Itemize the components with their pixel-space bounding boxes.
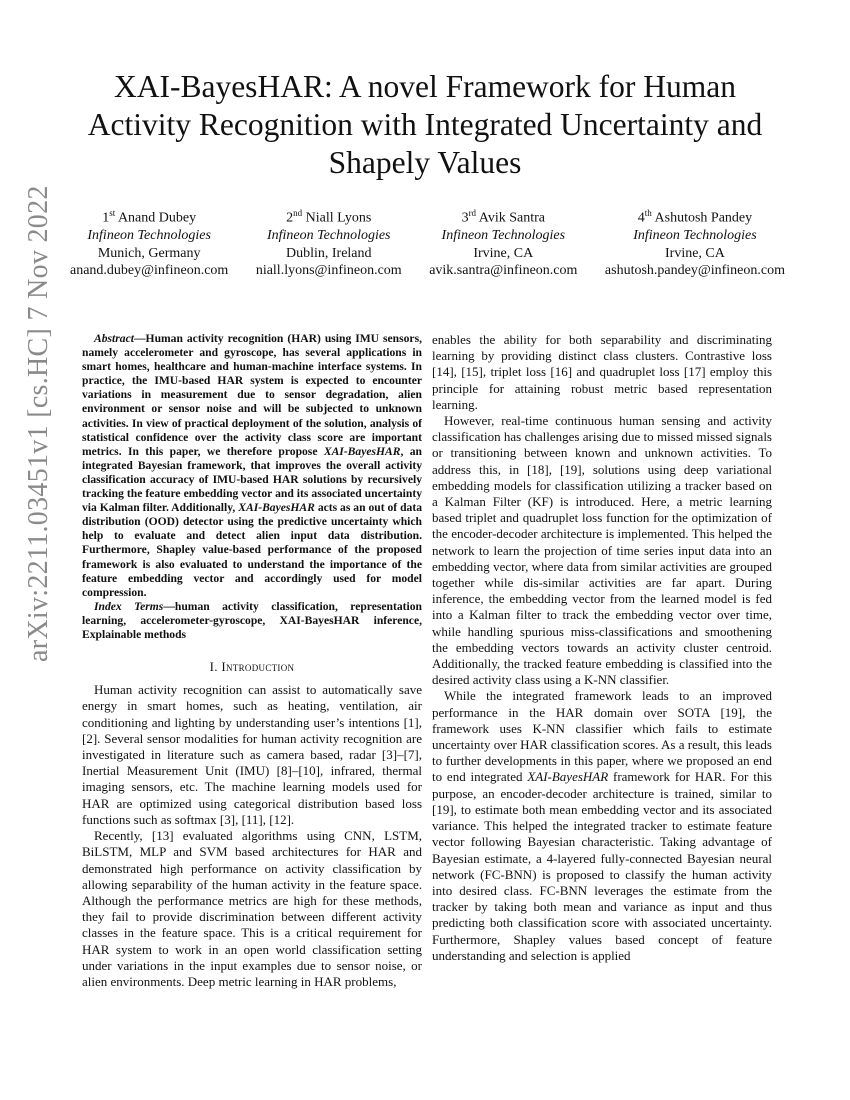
abstract: Abstract—Human activity recognition (HAR) using IMU sensors, namely accelerometer and gyroscope, has several applications in smart homes, healthcare and human-machine interface systems. In practice, the IMU-based HAR system is expected to encounter variations in measurement due to sensor degradation, alien environment or sensor noise and will be subjected to unknown activities. In view of practical deployment of the solution, analysis of statistical confidence over the activity class score are important metrics. In this paper, we therefore propose XAI-BayesHAR, an integrated Bayesian framework, that improves the overall activity classification accuracy of IMU-based HAR solutions by recursively tracking the feature embedding vector and its associated uncertainty via Kalman filter. Additionally, XAI-BayesHAR acts as an out of data distribution (OOD) detector using the predictive uncertainty which help to evaluate and detect alien input data distribution. Furthermore, Shapley value-based performance of the proposed framework is also evaluated to understand the importance of the feature embedding vector and accordingly used for model compression. bbox=[82, 332, 423, 599]
author-email: niall.lyons@infineon.com bbox=[255, 263, 402, 279]
arxiv-id-text: arXiv:2211.03451v1 [cs.HC] 7 Nov 2022 bbox=[23, 185, 54, 662]
body-paragraph: Human activity recognition can assist to automatically save energy in smart homes, such as heating, ventilation, air conditioning and lighting by understanding user’s intentions [1], [2]. Several sensor modalities for human activity recognition are investigated in literature such as camera based, radar [3]–[7], Inertial Measurement Unit (IMU) [8]–[10], infrared, thermal imaging sensors, etc. The machine learning models used for HAR are optimized using categorical distribution based loss functions such as softmax [3], [11], [12]. bbox=[82, 682, 422, 827]
body-paragraph bbox=[432, 688, 772, 963]
body-paragraph: enables the ability for both separability and discriminating learning by providing distinct class clusters. Contrastive loss [14], [15], triplet loss [16] and quadruplet loss [17] employ this principle for attaining robust metric based representation learning. bbox=[432, 332, 772, 412]
author-affiliation: Infineon Technologies bbox=[633, 228, 757, 244]
author-affiliation: Infineon Technologies bbox=[266, 228, 391, 244]
author-ordinal: 2 bbox=[286, 210, 294, 226]
author-ordinal: 3 bbox=[461, 210, 469, 226]
framework-name: XAI-BayesHAR bbox=[323, 444, 401, 458]
author-block bbox=[70, 205, 228, 280]
author-email: anand.dubey@infineon.com bbox=[70, 263, 229, 279]
right-column bbox=[432, 332, 772, 964]
index-terms-label: Index Terms bbox=[94, 599, 164, 613]
author-email: avik.santra@infineon.com bbox=[429, 263, 578, 279]
framework-name: XAI-BayesHAR bbox=[527, 769, 609, 785]
abstract-text: Human activity recognition (HAR) using IMU sensors, namely accelerometer and gyroscope, has several applications in smart homes, healthcare and human-machine interface systems. In practice, the IMU-based HAR system is expected to encounter variations in measurement due to sensor degradation, alien environment or sensor noise and will be subjected to unknown activities. In view of practical deployment of the solution, analysis of statistical confidence over the activity class score are important metrics. In this paper, we therefore propose bbox=[82, 332, 422, 458]
body-paragraph: However, real-time continuous human sensing and activity classification has challenges arising due to missed missed signals or transitioning between known and unknown activities. To address this, in [18], [19], solutions using deep variational embedding models for classification utilizing a tracker based on a Kalman Filter (KF) is introduced. Here, a metric learning based triplet and quadruplet loss function for the optimization of the encoder-decoder architecture is implemented. This helped the network to learn the projection of time series input data into an embedding vector, where data from similar activities are grouped together while dis-similar activities are far apart. During inference, the embedding vector from the learned model is fed into a Kalman filter to track the embedding vector over time, while handling spurious miss-classifications and smoothening the embedding vectors towards an activity cluster centroid. Additionally, the tracked feature embedding is classified into the desired activity class using a K-NN classifier. bbox=[432, 413, 772, 688]
index-terms-text: human activity classification, representation learning, accelerometer-gyroscope, XAI-BayesHAR inference, Explainable methods bbox=[82, 599, 422, 641]
framework-name: XAI-BayesHAR bbox=[238, 501, 315, 515]
author-ordinal-suffix: rd bbox=[468, 208, 477, 218]
abstract-label: Abstract bbox=[94, 332, 134, 345]
section-heading-introduction bbox=[82, 659, 422, 675]
author-name: Avik Santra bbox=[478, 210, 546, 226]
author-block bbox=[605, 205, 785, 280]
author-location: Dublin, Ireland bbox=[285, 245, 372, 261]
author-affiliation: Infineon Technologies bbox=[441, 228, 566, 244]
author-name: Ashutosh Pandey bbox=[654, 210, 753, 226]
paragraph-text: While the integrated framework leads to an improved performance in the HAR domain over SOTA [19], the framework uses K-NN classifier which fails to estimate uncertainty over HAR classification scores. As a result, this leads to further developments in this paper, where we proposed an end to end integrated bbox=[432, 688, 772, 785]
author-name-line bbox=[429, 205, 577, 227]
author-ordinal: 4 bbox=[637, 210, 645, 226]
author-name-line bbox=[70, 205, 228, 227]
left-column bbox=[82, 332, 422, 990]
arxiv-identifier-stamp bbox=[14, 185, 64, 662]
body-paragraph: Recently, [13] evaluated algorithms using CNN, LSTM, BiLSTM, MLP and SVM based architectures for HAR and demonstrated high performance on activity classification by allowing separability of the human activity in the feature space. Although the performance metrics are high for these methods, they fail to provide discrimination between different activity classes in the feature space. This is a critical requirement for HAR system to work in an open world classification setting under variations in the input examples due to sensor noise, or alien environments. Deep metric learning in HAR problems, bbox=[82, 828, 422, 989]
author-block bbox=[256, 205, 402, 280]
author-location: Irvine, CA bbox=[473, 245, 534, 261]
author-name: Anand Dubey bbox=[117, 210, 197, 226]
index-terms: Index Terms—human activity classification, representation learning, accelerometer-gyroscope, XAI-BayesHAR inference, Explainable methods bbox=[82, 599, 422, 641]
section-number: I. bbox=[209, 659, 222, 675]
author-affiliation: Infineon Technologies bbox=[87, 228, 211, 244]
abstract-text: acts as an out of data distribution (OOD) detector using the predictive uncertainty which help to evaluate and detect alien input data distribution. Furthermore, Shapley value-based performance of the proposed framework is also evaluated to understand the importance of the feature embedding vector and accordingly used for model compression. bbox=[82, 501, 422, 599]
author-list bbox=[70, 205, 785, 280]
section-title: Introduction bbox=[221, 659, 295, 675]
author-ordinal: 1 bbox=[102, 210, 110, 226]
paper-title: XAI-BayesHAR: A novel Framework for Human Activity Recognition with Integrated Uncertainty and Shapely Values bbox=[87, 69, 763, 180]
author-name-line bbox=[605, 205, 785, 227]
author-ordinal-suffix: th bbox=[644, 208, 652, 218]
author-name: Niall Lyons bbox=[305, 210, 372, 226]
paragraph-text: framework for HAR. For this purpose, an encoder-decoder architecture is trained, similar to [19], to estimate both mean embedding vector and its associated variance. This helped the integrated tracker to estimate feature vector following Bayesian characteristic. Taking advantage of Bayesian estimate, a 4-layered fully-connected Bayesian neural network (FC-BNN) is proposed to classify the human activity into desired class. FC-BNN leverages the estimate from the tracker by taking both mean and variance as input and thus predicting both classification score with associated uncertainty. Furthermore, Shapley values based concept of feature understanding and selection is applied bbox=[432, 769, 772, 963]
author-block bbox=[429, 205, 577, 280]
author-location: Munich, Germany bbox=[97, 245, 201, 261]
author-ordinal-suffix: nd bbox=[293, 208, 303, 218]
author-location: Irvine, CA bbox=[665, 245, 725, 261]
author-ordinal-suffix: st bbox=[109, 208, 116, 218]
abstract-text: , an integrated Bayesian framework, that improves the overall activity classification accuracy of IMU-based HAR solutions by recursively tracking the feature embedding vector and its associated uncertainty via Kalman filter. Additionally, bbox=[82, 444, 423, 515]
author-name-line bbox=[256, 205, 402, 227]
author-email: ashutosh.pandey@infineon.com bbox=[604, 263, 785, 279]
